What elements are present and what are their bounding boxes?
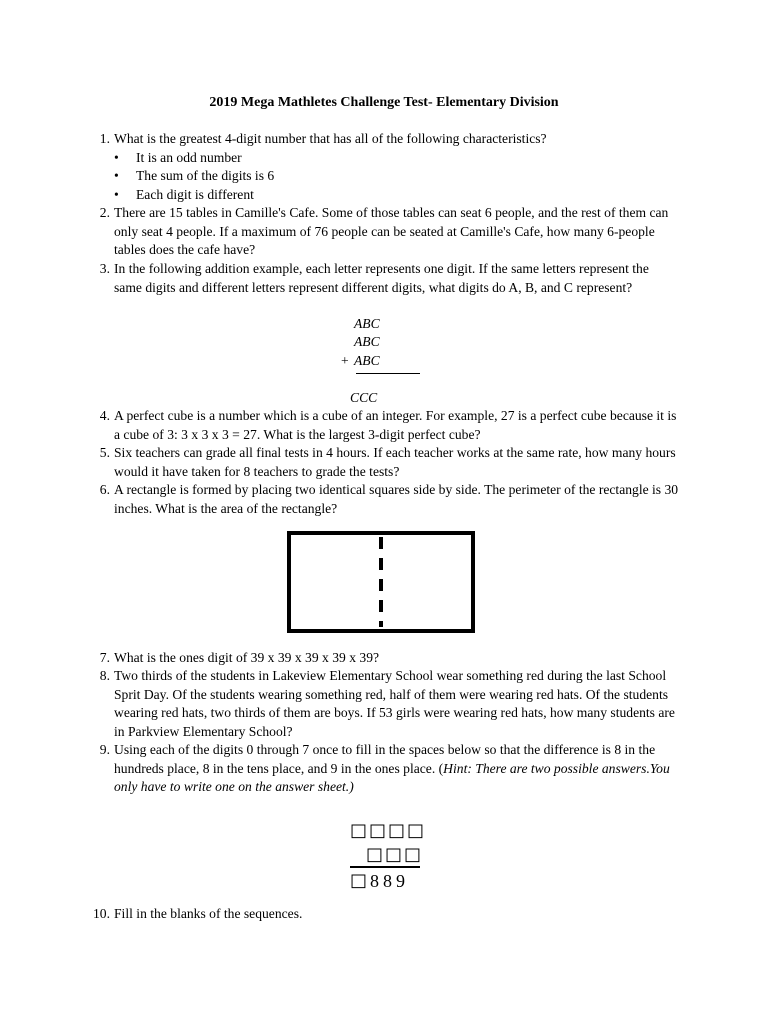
question-number: 2. — [99, 205, 110, 220]
question-text: There are 15 tables in Camille's Cafe. Some of those tables can seat 6 people, and the rest of them can only seat 4 people. If a maximum of 76 people can be seated at Camille's Cafe, how many 6-people tables does the cafe have? — [114, 205, 669, 258]
question-text: What is the ones digit of 39 x 39 x 39 x 39 x 39? — [114, 650, 380, 665]
question-text: Using each of the digits 0 through 7 once to fill in the spaces below so that the difference is 8 in the hundreds place, 8 in the tens place, and 9 in the ones place. ( — [114, 742, 656, 776]
question-number: 4. — [99, 408, 110, 423]
question-number: 8. — [99, 668, 110, 683]
question-number: 6. — [99, 482, 110, 497]
bullet-icon: • — [114, 150, 119, 165]
difference-box: □ — [350, 870, 370, 891]
plus-sign: + — [341, 353, 349, 368]
subtraction-row-1: □□□□ — [350, 820, 427, 841]
difference-digits: 889 — [370, 871, 409, 891]
subtraction-row-2: □□□ — [366, 844, 424, 865]
question-number: 5. — [99, 445, 110, 460]
sum: CCC — [350, 390, 378, 405]
question-number: 9. — [99, 742, 110, 757]
page-title: 2019 Mega Mathletes Challenge Test- Elementary Division — [209, 95, 559, 110]
question-text: Six teachers can grade all final tests in 4 hours. If each teacher works at the same rate, how many hours would it have taken for 8 teachers to grade the tests? — [114, 445, 676, 479]
question-text: A rectangle is formed by placing two identical squares side by side. The perimeter of the rectangle is 30 inches. What is the area of the rectangle? — [114, 482, 679, 516]
addend-3: ABC — [354, 353, 380, 368]
question-number: 10. — [93, 906, 110, 921]
question-number: 7. — [99, 650, 110, 665]
sum-rule — [356, 373, 420, 374]
bullet-icon: • — [114, 168, 119, 183]
question-text: Fill in the blanks of the sequences. — [114, 906, 303, 921]
addend-2: ABC — [354, 334, 380, 349]
question-text: What is the greatest 4-digit number that has all of the following characteristics? — [114, 131, 547, 146]
rectangle-figure — [287, 531, 475, 633]
hint-text: Hint: There are two possible answers.You only have to write one on the answer sheet.) — [114, 760, 670, 795]
addend-1: ABC — [354, 316, 380, 331]
question-number: 3. — [99, 261, 110, 276]
question-text: A perfect cube is a number which is a cube of an integer. For example, 27 is a perfect cube because it is a cube of 3: 3 x 3 x 3 = 27. What is the largest 3-digit perfect cube? — [114, 408, 677, 442]
question-text: Two thirds of the students in Lakeview Elementary School wear something red during the last School Sprit Day. Of the students wearing something red, half of them were wearing red hats. Of the students wearing red hats, two thirds of them are boys. If 53 girls were wearing red hats, how many students are in Parkview Elementary School? — [114, 668, 675, 739]
question-text: In the following addition example, each letter represents one digit. If the same letters represent the same digits and different letters represent different digits, what digits do A, B, and C represent? — [114, 261, 649, 295]
difference-rule — [350, 866, 420, 868]
bullet-icon: • — [114, 187, 119, 202]
question-number: 1. — [99, 131, 110, 146]
